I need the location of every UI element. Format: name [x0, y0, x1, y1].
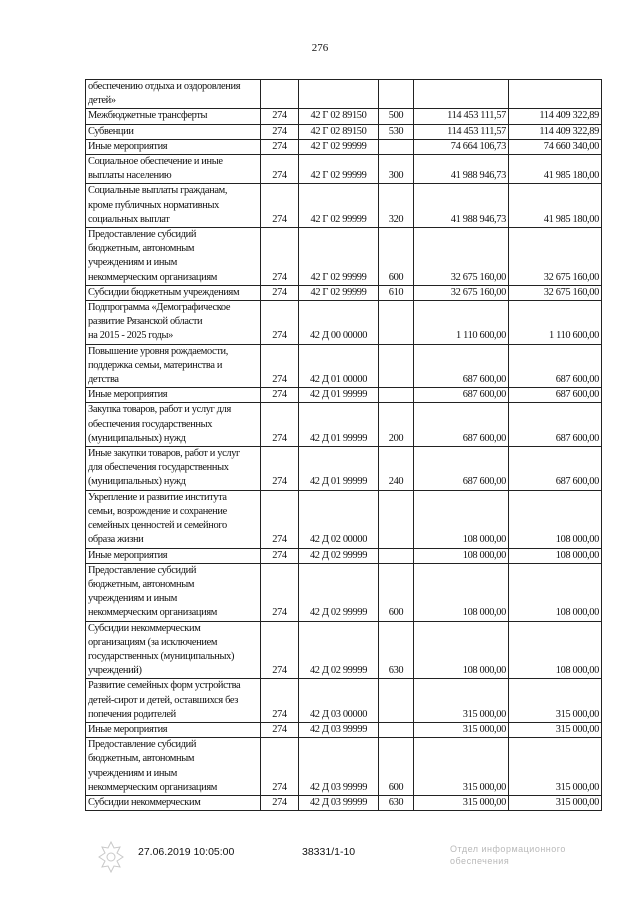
cell-expense-type	[379, 388, 414, 403]
cell-target-article: 42 Д 02 00000	[299, 490, 379, 548]
cell-name	[86, 139, 261, 154]
cell-admin-code: 274	[261, 228, 299, 286]
cell-target-article: 42 Д 03 99999	[299, 795, 379, 810]
cell-amount-executed: 687 600,00	[509, 344, 602, 388]
cell-name-line: учреждений)	[88, 665, 142, 677]
cell-name-line: Межбюджетные трансферты	[88, 110, 208, 122]
cell-name-line: (муниципальных) нужд	[88, 432, 186, 444]
cell-amount-approved: 108 000,00	[414, 563, 509, 621]
cell-target-article: 42 Г 02 99999	[299, 285, 379, 300]
cell-amount-approved: 687 600,00	[414, 388, 509, 403]
cell-name	[86, 679, 261, 723]
cell-name	[86, 388, 261, 403]
cell-name-line: бюджетным, автономным	[88, 753, 195, 765]
cell-name	[86, 795, 261, 810]
cell-name-line: семьи, возрождение и сохранение	[88, 505, 227, 517]
cell-name	[86, 80, 261, 109]
cell-name	[86, 563, 261, 621]
cell-amount-executed: 687 600,00	[509, 403, 602, 447]
cell-name-line: некоммерческим организациям	[88, 271, 218, 283]
cell-target-article: 42 Д 02 99999	[299, 621, 379, 679]
cell-amount-approved: 74 664 106,73	[414, 139, 509, 154]
cell-amount-approved: 114 453 111,57	[414, 124, 509, 139]
table-row	[86, 738, 602, 796]
cell-admin-code	[261, 80, 299, 109]
cell-target-article: 42 Д 03 99999	[299, 722, 379, 737]
cell-name	[86, 722, 261, 737]
cell-expense-type: 320	[379, 184, 414, 228]
cell-name-line: обеспечению отдыха и оздоровления	[88, 81, 241, 92]
cell-amount-executed: 32 675 160,00	[509, 285, 602, 300]
cell-amount-executed: 1 110 600,00	[509, 301, 602, 345]
cell-name-line: бюджетным, автономным	[88, 578, 195, 590]
cell-amount-executed: 687 600,00	[509, 388, 602, 403]
table-row	[86, 109, 602, 124]
cell-target-article: 42 Г 02 89150	[299, 109, 379, 124]
cell-amount-approved: 108 000,00	[414, 548, 509, 563]
cell-name-line: Предоставление субсидий	[88, 564, 197, 576]
cell-expense-type: 300	[379, 155, 414, 184]
cell-amount-executed: 315 000,00	[509, 722, 602, 737]
cell-admin-code: 274	[261, 621, 299, 679]
cell-name-line: Укрепление и развитие института	[88, 491, 227, 503]
cell-amount-approved: 1 110 600,00	[414, 301, 509, 345]
cell-amount-executed: 114 409 322,89	[509, 109, 602, 124]
cell-name	[86, 447, 261, 491]
cell-expense-type	[379, 548, 414, 563]
cell-name-line: выплаты населению	[88, 170, 172, 182]
cell-name-line: детей»	[88, 95, 116, 107]
cell-admin-code: 274	[261, 679, 299, 723]
cell-amount-executed: 32 675 160,00	[509, 228, 602, 286]
cell-name-line: на 2015 - 2025 годы»	[88, 330, 173, 342]
cell-name	[86, 344, 261, 388]
cell-amount-executed: 74 660 340,00	[509, 139, 602, 154]
cell-name-line: Подпрограмма «Демографическое	[88, 302, 231, 314]
cell-expense-type: 600	[379, 563, 414, 621]
cell-name	[86, 490, 261, 548]
cell-expense-type	[379, 722, 414, 737]
cell-amount-approved: 315 000,00	[414, 738, 509, 796]
cell-name	[86, 403, 261, 447]
budget-table-body	[86, 80, 602, 811]
stamp-line: Отдел информационного	[450, 844, 566, 854]
cell-name-line: Социальные выплаты гражданам,	[88, 185, 228, 197]
cell-name	[86, 124, 261, 139]
cell-name-line: образа жизни	[88, 534, 144, 546]
cell-target-article: 42 Г 02 99999	[299, 184, 379, 228]
cell-expense-type: 600	[379, 228, 414, 286]
cell-name-line: некоммерческим организациям	[88, 781, 218, 793]
cell-target-article: 42 Г 02 89150	[299, 124, 379, 139]
cell-target-article: 42 Г 02 99999	[299, 139, 379, 154]
cell-target-article: 42 Д 03 99999	[299, 738, 379, 796]
cell-amount-executed: 108 000,00	[509, 621, 602, 679]
cell-admin-code: 274	[261, 388, 299, 403]
cell-name-line: Иные мероприятия	[88, 723, 168, 735]
cell-admin-code: 274	[261, 563, 299, 621]
cell-target-article: 42 Д 03 00000	[299, 679, 379, 723]
cell-name	[86, 301, 261, 345]
cell-expense-type	[379, 679, 414, 723]
cell-amount-approved: 315 000,00	[414, 679, 509, 723]
cell-admin-code: 274	[261, 490, 299, 548]
cell-expense-type: 630	[379, 795, 414, 810]
cell-expense-type: 240	[379, 447, 414, 491]
cell-amount-approved: 32 675 160,00	[414, 285, 509, 300]
cell-amount-approved: 114 453 111,57	[414, 109, 509, 124]
table-row	[86, 795, 602, 810]
cell-expense-type: 600	[379, 738, 414, 796]
cell-admin-code: 274	[261, 548, 299, 563]
table-row	[86, 563, 602, 621]
cell-expense-type	[379, 139, 414, 154]
cell-target-article: 42 Д 01 99999	[299, 447, 379, 491]
cell-target-article: 42 Г 02 99999	[299, 155, 379, 184]
cell-name-line: Субсидии бюджетным учреждениям	[88, 286, 240, 298]
cell-name-line: государственных (муниципальных)	[88, 650, 235, 662]
cell-name-line: учреждениям и иным	[88, 257, 177, 269]
cell-name-line: для обеспечения государственных	[88, 462, 229, 474]
table-row	[86, 548, 602, 563]
cell-amount-executed: 108 000,00	[509, 490, 602, 548]
cell-admin-code: 274	[261, 795, 299, 810]
cell-expense-type: 610	[379, 285, 414, 300]
cell-amount-executed: 315 000,00	[509, 738, 602, 796]
cell-name-line: поддержка семьи, материнства и	[88, 359, 223, 371]
cell-admin-code: 274	[261, 301, 299, 345]
cell-name-line: Иные мероприятия	[88, 140, 168, 152]
cell-name	[86, 109, 261, 124]
cell-name-line: бюджетным, автономным	[88, 243, 195, 255]
cell-name-line: развитие Рязанской области	[88, 316, 203, 328]
cell-name-line: кроме публичных нормативных	[88, 199, 219, 211]
cell-name-line: Субвенции	[88, 125, 134, 137]
cell-expense-type: 530	[379, 124, 414, 139]
cell-admin-code: 274	[261, 738, 299, 796]
table-row	[86, 722, 602, 737]
cell-name	[86, 155, 261, 184]
cell-admin-code: 274	[261, 285, 299, 300]
cell-amount-executed: 315 000,00	[509, 679, 602, 723]
cell-amount-approved: 32 675 160,00	[414, 228, 509, 286]
cell-admin-code: 274	[261, 722, 299, 737]
cell-target-article: 42 Д 02 99999	[299, 563, 379, 621]
cell-amount-approved: 315 000,00	[414, 795, 509, 810]
cell-target-article: 42 Д 01 00000	[299, 344, 379, 388]
cell-amount-approved: 687 600,00	[414, 344, 509, 388]
cell-name-line: семейных ценностей и семейного	[88, 520, 227, 532]
cell-name-line: Иные мероприятия	[88, 389, 168, 401]
cell-name-line: социальных выплат	[88, 213, 170, 225]
cell-name	[86, 738, 261, 796]
budget-table	[85, 79, 602, 811]
cell-amount-approved: 687 600,00	[414, 403, 509, 447]
cell-expense-type: 200	[379, 403, 414, 447]
table-row	[86, 344, 602, 388]
cell-name-line: Социальное обеспечение и иные	[88, 156, 223, 168]
table-row	[86, 285, 602, 300]
cell-admin-code: 274	[261, 155, 299, 184]
cell-amount-approved: 41 988 946,73	[414, 155, 509, 184]
cell-expense-type: 630	[379, 621, 414, 679]
cell-expense-type	[379, 344, 414, 388]
footer-datetime: 27.06.2019 10:05:00	[138, 846, 235, 858]
cell-amount-executed: 114 409 322,89	[509, 124, 602, 139]
stamp-line: обеспечения	[450, 856, 510, 866]
table-row	[86, 155, 602, 184]
cell-amount-approved: 315 000,00	[414, 722, 509, 737]
cell-name-line: Субсидии некоммерческим	[88, 622, 201, 634]
cell-name-line: Субсидии некоммерческим	[88, 796, 201, 808]
footer-doc-id: 38331/1-10	[302, 846, 356, 858]
cell-amount-executed: 315 000,00	[509, 795, 602, 810]
cell-amount-approved: 108 000,00	[414, 490, 509, 548]
stamp	[450, 843, 566, 867]
cell-name-line: Повышение уровня рождаемости,	[88, 345, 228, 357]
cell-target-article: 42 Д 02 99999	[299, 548, 379, 563]
table-row	[86, 124, 602, 139]
cell-name-line: детей-сирот и детей, оставшихся без	[88, 694, 239, 706]
cell-name	[86, 184, 261, 228]
cell-admin-code: 274	[261, 447, 299, 491]
cell-amount-executed: 687 600,00	[509, 447, 602, 491]
cell-name-line: обеспечения государственных	[88, 418, 213, 430]
table-row	[86, 403, 602, 447]
cell-name	[86, 621, 261, 679]
table-row	[86, 388, 602, 403]
cell-amount-executed: 108 000,00	[509, 548, 602, 563]
cell-name-line: Иные мероприятия	[88, 549, 168, 561]
cell-name-line: организациям (за исключением	[88, 636, 218, 648]
cell-name-line: Развитие семейных форм устройства	[88, 680, 241, 692]
table-row	[86, 490, 602, 548]
cell-admin-code: 274	[261, 124, 299, 139]
cell-name-line: некоммерческим организациям	[88, 607, 218, 619]
cell-amount-executed: 41 985 180,00	[509, 184, 602, 228]
cell-expense-type: 500	[379, 109, 414, 124]
cell-name-line: учреждениям и иным	[88, 767, 177, 779]
cell-amount-approved: 41 988 946,73	[414, 184, 509, 228]
cell-name-line: Предоставление субсидий	[88, 739, 197, 751]
cell-admin-code: 274	[261, 184, 299, 228]
cell-amount-approved	[414, 80, 509, 109]
cell-target-article: 42 Д 00 00000	[299, 301, 379, 345]
cell-admin-code: 274	[261, 139, 299, 154]
cell-name-line: (муниципальных) нужд	[88, 476, 186, 488]
cell-amount-executed: 41 985 180,00	[509, 155, 602, 184]
table-row	[86, 447, 602, 491]
cell-target-article	[299, 80, 379, 109]
cell-name-line: Иные закупки товаров, работ и услуг	[88, 448, 240, 460]
cell-name	[86, 228, 261, 286]
cell-amount-executed: 108 000,00	[509, 563, 602, 621]
seal-icon	[96, 840, 126, 874]
cell-expense-type	[379, 301, 414, 345]
cell-admin-code: 274	[261, 403, 299, 447]
cell-name	[86, 285, 261, 300]
cell-name-line: учреждениям и иным	[88, 593, 177, 605]
table-row	[86, 184, 602, 228]
cell-name	[86, 548, 261, 563]
cell-name-line: Предоставление субсидий	[88, 229, 197, 241]
table-row	[86, 139, 602, 154]
cell-expense-type	[379, 80, 414, 109]
cell-name-line: детства	[88, 374, 119, 386]
cell-name-line: Закупка товаров, работ и услуг для	[88, 404, 231, 416]
page-number: 276	[311, 42, 329, 54]
cell-admin-code: 274	[261, 344, 299, 388]
table-row	[86, 679, 602, 723]
cell-expense-type	[379, 490, 414, 548]
cell-amount-executed	[509, 80, 602, 109]
cell-admin-code: 274	[261, 109, 299, 124]
table-row	[86, 301, 602, 345]
cell-amount-approved: 687 600,00	[414, 447, 509, 491]
cell-amount-approved: 108 000,00	[414, 621, 509, 679]
cell-name-line: попечения родителей	[88, 708, 176, 720]
table-row	[86, 621, 602, 679]
cell-target-article: 42 Д 01 99999	[299, 403, 379, 447]
cell-target-article: 42 Д 01 99999	[299, 388, 379, 403]
table-row	[86, 228, 602, 286]
cell-target-article: 42 Г 02 99999	[299, 228, 379, 286]
table-row	[86, 80, 602, 109]
